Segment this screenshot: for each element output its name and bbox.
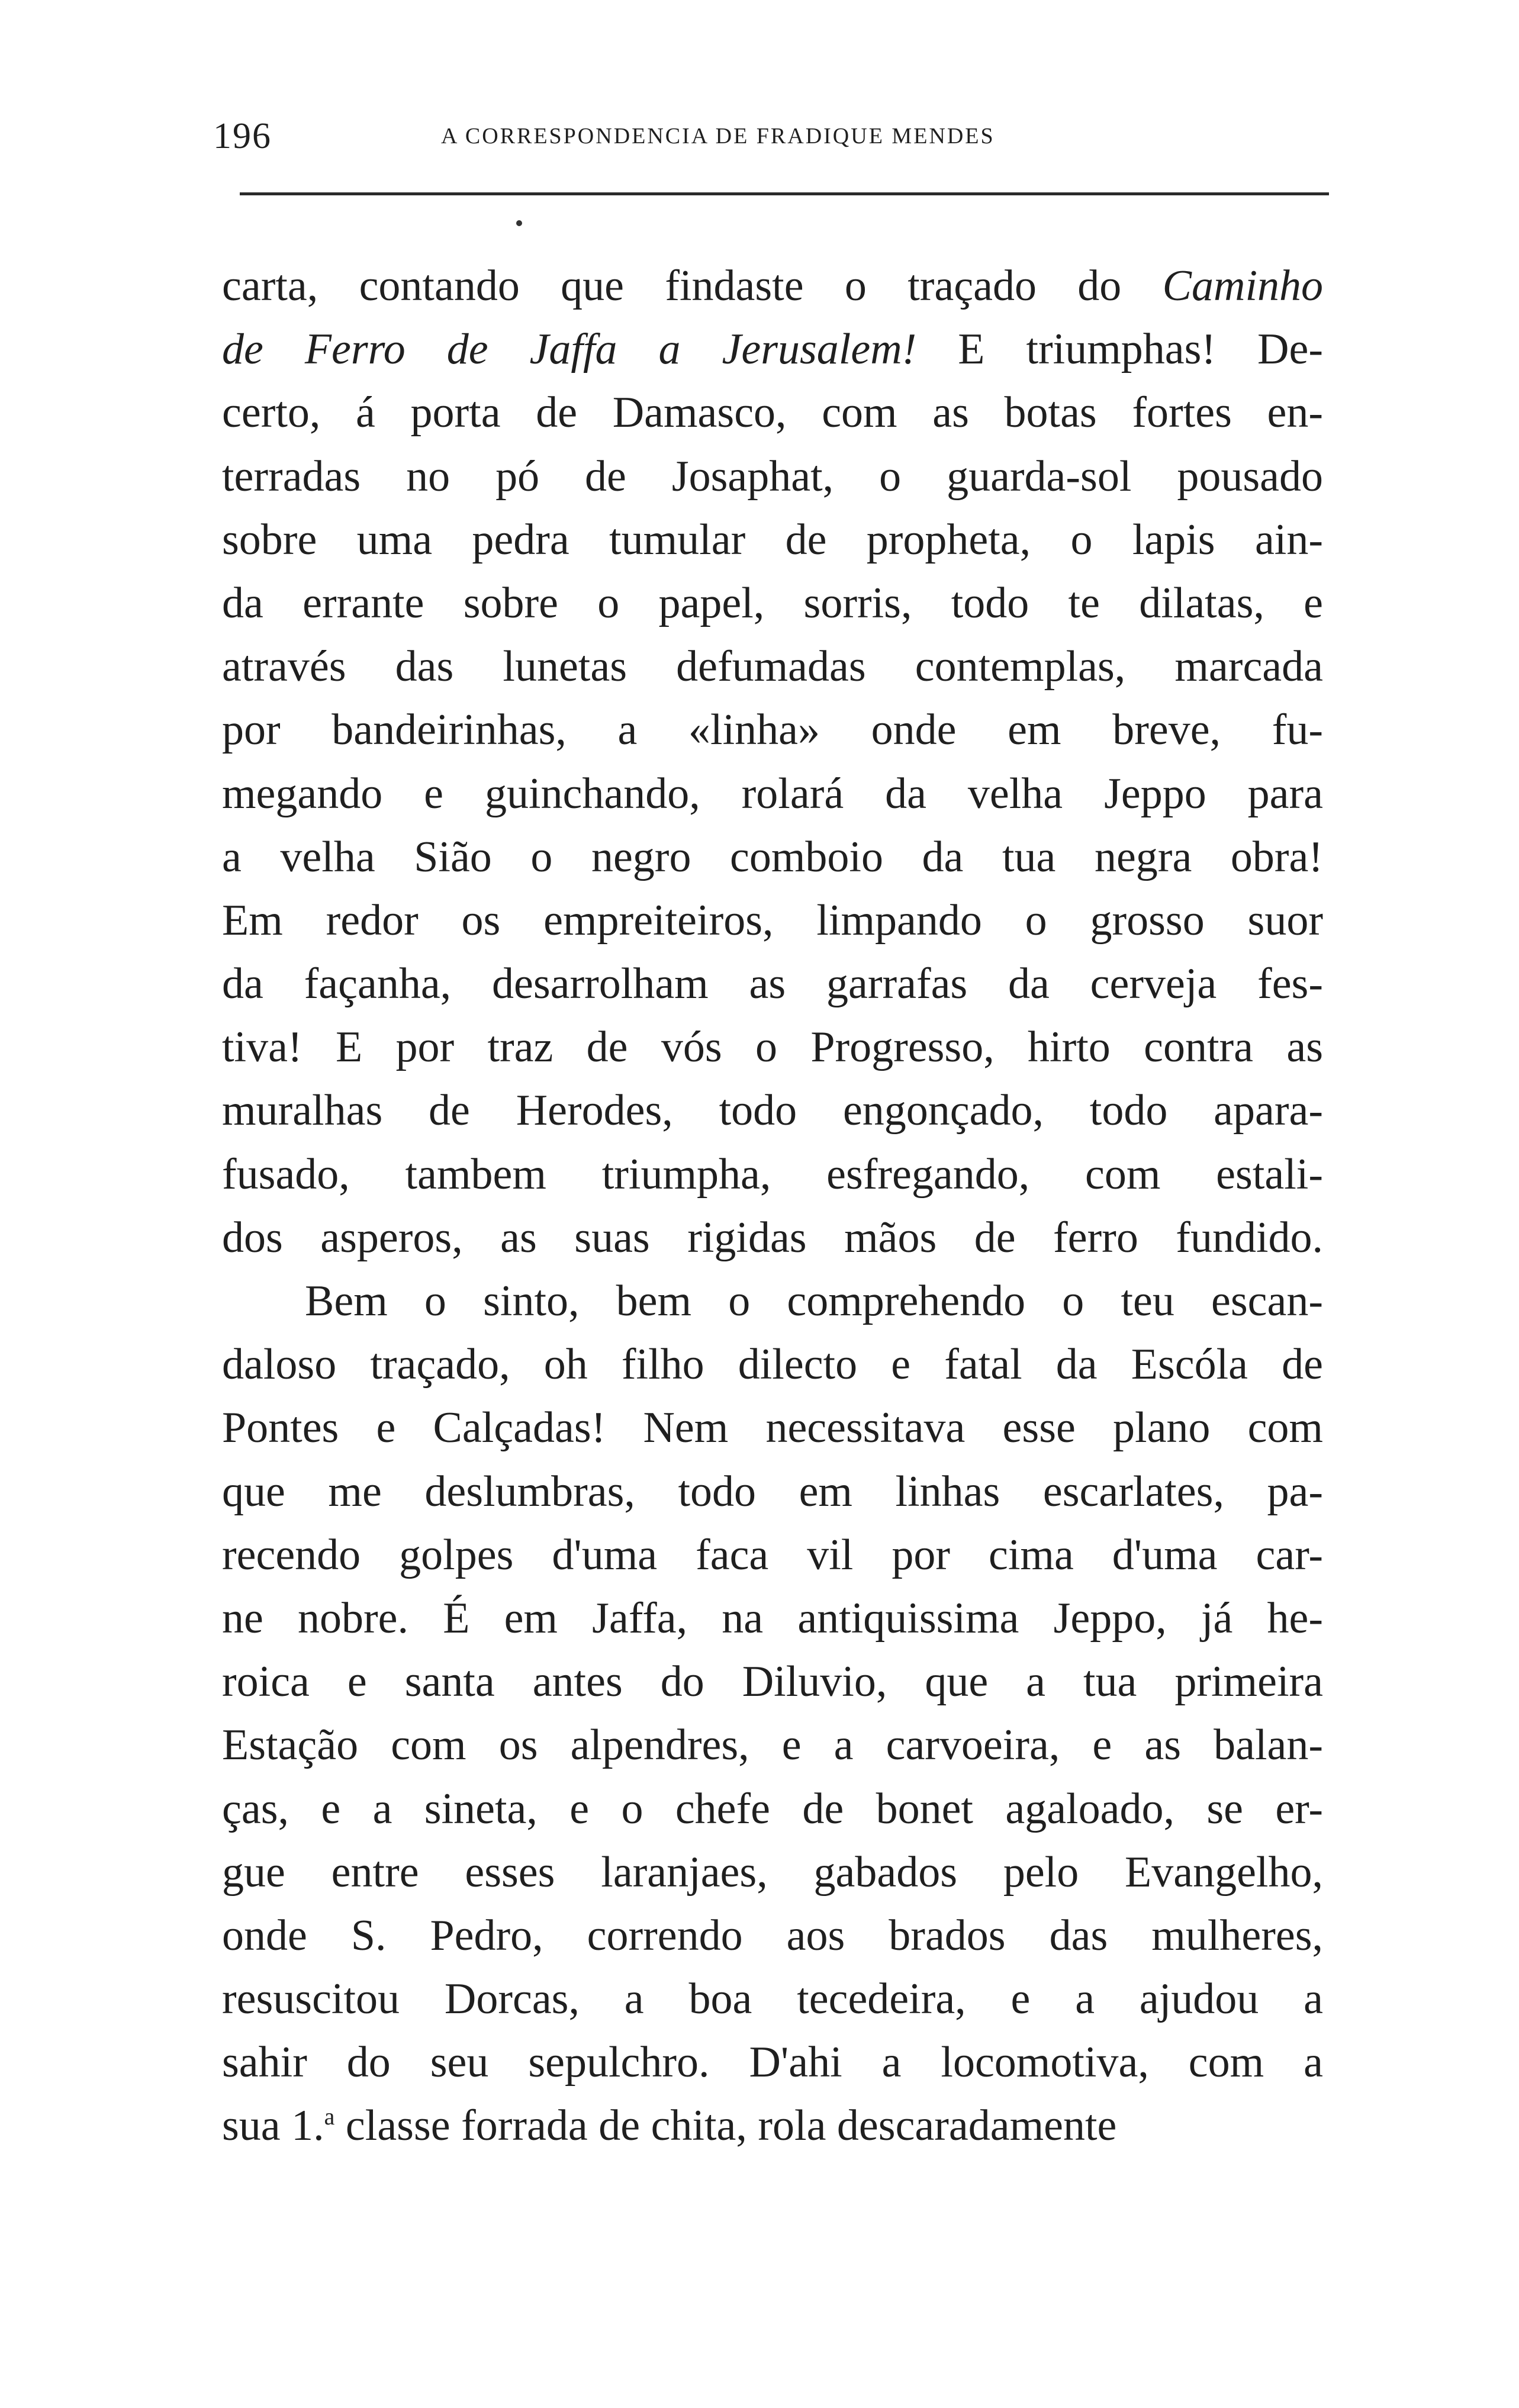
superscript: a xyxy=(324,2103,335,2130)
text-run: ças, e a sineta, e o chefe de bonet agaloado, se er- xyxy=(222,1784,1323,1833)
text-line xyxy=(222,826,1323,889)
text-line xyxy=(222,889,1323,952)
text-run: daloso traçado, oh filho dilecto e fatal da Escóla de xyxy=(222,1340,1323,1389)
text-run: por bandeirinhas, a «linha» onde em breve, fu- xyxy=(222,706,1323,755)
text-line xyxy=(222,1396,1323,1460)
text-line xyxy=(222,762,1323,826)
text-run: dos asperos, as suas rigidas mãos de ferro fundido. xyxy=(222,1213,1323,1262)
text-line xyxy=(222,952,1323,1016)
text-line xyxy=(222,1841,1323,1904)
text-run: sobre uma pedra tumular de propheta, o lapis ain- xyxy=(222,515,1323,564)
text-run: roica e santa antes do Diluvio, que a tua primeira xyxy=(222,1657,1323,1707)
text-line xyxy=(222,1206,1323,1270)
ink-speck xyxy=(516,220,522,226)
text-line xyxy=(222,572,1323,635)
italic-text: de Ferro de Jaffa a Jerusalem! xyxy=(222,325,917,374)
text-run: gue entre esses laranjaes, gabados pelo Evangelho, xyxy=(222,1847,1323,1897)
text-run: E triumphas! De- xyxy=(916,325,1323,374)
text-run: classe forrada de chita, rola descaradamente xyxy=(334,2101,1117,2151)
text-line xyxy=(222,1143,1323,1206)
text-run: terradas no pó de Josaphat, o guarda-sol pousado xyxy=(222,452,1323,501)
text-line xyxy=(222,508,1323,572)
text-run: a velha Sião o negro comboio da tua negra obra! xyxy=(222,832,1323,881)
text-line xyxy=(222,1079,1323,1142)
text-run: fusado, tambem triumpha, esfregando, com estali- xyxy=(222,1150,1323,1199)
text-line xyxy=(222,445,1323,508)
text-run: Em redor os empreiteiros, limpando o grosso suor xyxy=(222,896,1323,945)
text-run: sua 1. xyxy=(222,2101,324,2151)
text-line xyxy=(222,1333,1323,1396)
text-run: recendo golpes d'uma faca vil por cima d'uma car- xyxy=(222,1530,1323,1579)
text-run: megando e guinchando, rolará da velha Jeppo para xyxy=(222,769,1323,818)
text-run: Estação com os alpendres, e a carvoeira, e as balan- xyxy=(222,1721,1323,1770)
text-line xyxy=(222,381,1323,445)
text-line xyxy=(222,698,1323,762)
text-run: que me deslumbras, todo em linhas escarlates, pa- xyxy=(222,1467,1323,1516)
text-line xyxy=(222,1968,1323,2031)
text-line xyxy=(222,1524,1323,1587)
page-number: 196 xyxy=(213,116,272,156)
text-run: ne nobre. É em Jaffa, na antiquissima Jeppo, já he- xyxy=(222,1593,1323,1643)
text-run: certo, á porta de Damasco, com as botas fortes en- xyxy=(222,388,1323,437)
text-run: sahir do seu sepulchro. D'ahi a locomotiva, com a xyxy=(222,2038,1323,2087)
text-run: Bem o sinto, bem o comprehendo o teu escan- xyxy=(305,1277,1323,1325)
text-line xyxy=(222,1714,1323,1777)
text-run: Pontes e Calçadas! Nem necessitava esse plano com xyxy=(222,1403,1323,1453)
text-line xyxy=(222,1650,1323,1714)
text-line xyxy=(222,1904,1323,1968)
body-text xyxy=(222,255,1323,2158)
text-run: resuscitou Dorcas, a boa tecedeira, e a ajudou a xyxy=(222,1975,1323,2024)
text-run: da errante sobre o papel, sorris, todo te dilatas, e xyxy=(222,578,1323,627)
text-run: tiva! E por traz de vós o Progresso, hirto contra as xyxy=(222,1023,1323,1072)
text-line xyxy=(222,2031,1323,2094)
text-line xyxy=(222,2094,1323,2158)
text-run: muralhas de Herodes, todo engonçado, todo apara- xyxy=(222,1086,1323,1135)
running-title: A CORRESPONDENCIA DE FRADIQUE MENDES xyxy=(441,124,995,149)
text-line xyxy=(222,255,1323,318)
italic-text: Caminho xyxy=(1162,262,1323,310)
header-rule xyxy=(240,192,1329,195)
text-line xyxy=(222,318,1323,381)
text-line xyxy=(222,635,1323,698)
text-run: da façanha, desarrolham as garrafas da cerveja fes- xyxy=(222,960,1323,1009)
text-line xyxy=(222,1587,1323,1650)
running-head xyxy=(213,112,1326,160)
text-line xyxy=(222,1460,1323,1524)
text-line xyxy=(222,1270,1323,1333)
text-run: através das lunetas defumadas contemplas, marcada xyxy=(222,642,1323,691)
text-line xyxy=(222,1778,1323,1841)
text-line xyxy=(222,1016,1323,1079)
text-run: onde S. Pedro, correndo aos brados das mulheres, xyxy=(222,1911,1323,1960)
text-run: carta, contando que findaste o traçado do xyxy=(222,262,1163,310)
